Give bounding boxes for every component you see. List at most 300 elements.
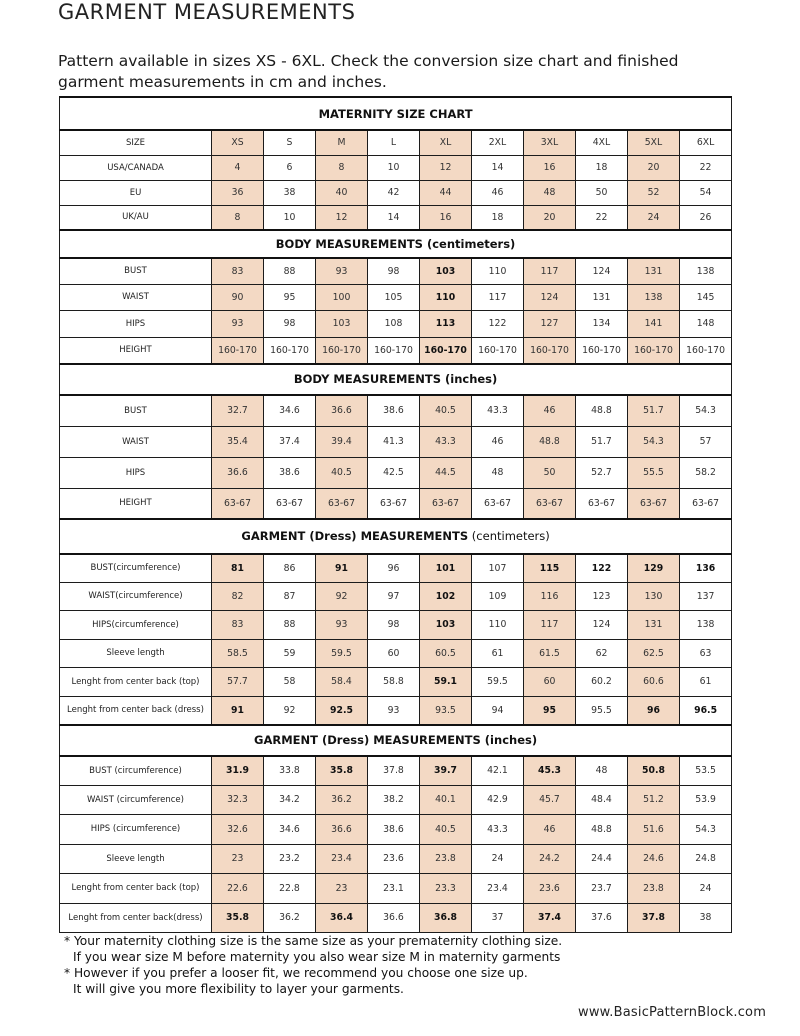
table-cell: 122: [472, 311, 524, 338]
table-cell: 36.6: [212, 457, 264, 488]
row-label: WAIST (circumference): [60, 785, 212, 815]
size-chart-table: [59, 96, 732, 933]
table-cell: 131: [576, 284, 628, 311]
table-cell: 63-67: [680, 488, 732, 519]
table-cell: 35.8: [212, 903, 264, 933]
table-cell: 16: [524, 155, 576, 180]
table-cell: XL: [420, 130, 472, 155]
table-cell: 124: [524, 284, 576, 311]
table-cell: 34.2: [264, 785, 316, 815]
table-cell: 61: [680, 668, 732, 697]
section-title-suffix: (centimeters): [468, 529, 550, 544]
table-cell: 63-67: [472, 488, 524, 519]
table-cell: 6: [264, 155, 316, 180]
section-title-text: GARMENT (Dress) MEASUREMENTS (inches): [254, 733, 538, 747]
table-cell: 42: [368, 180, 420, 205]
footnotes: [64, 933, 764, 997]
table-cell: 36.2: [316, 785, 368, 815]
table-cell: 38.2: [368, 785, 420, 815]
table-cell: 97: [368, 582, 420, 611]
table-cell: 59.5: [316, 639, 368, 668]
row-label: HIPS(circumference): [60, 611, 212, 640]
table-cell: 63-67: [212, 488, 264, 519]
table-cell: 33.8: [264, 756, 316, 786]
row-label: WAIST: [60, 426, 212, 457]
table-cell: 18: [472, 205, 524, 230]
table-cell: 38: [680, 903, 732, 933]
table-cell: 145: [680, 284, 732, 311]
table-cell: 95.5: [576, 696, 628, 725]
row-label: EU: [60, 180, 212, 205]
table-row: [60, 205, 732, 230]
table-row: [60, 180, 732, 205]
row-label: Lenght from center back(dress): [60, 903, 212, 933]
row-label: Sleeve length: [60, 844, 212, 874]
table-row: [60, 155, 732, 180]
table-row: [60, 457, 732, 488]
table-cell: 54: [680, 180, 732, 205]
table-cell: 45.3: [524, 756, 576, 786]
table-cell: 60: [524, 668, 576, 697]
table-cell: 129: [628, 554, 680, 583]
table-cell: 37.4: [524, 903, 576, 933]
table-row: [60, 874, 732, 904]
table-cell: 160-170: [368, 337, 420, 364]
table-cell: 40.5: [316, 457, 368, 488]
table-cell: 93: [316, 611, 368, 640]
table-cell: 91: [316, 554, 368, 583]
table-cell: 86: [264, 554, 316, 583]
table-cell: 37: [472, 903, 524, 933]
row-label: BUST(circumference): [60, 554, 212, 583]
table-cell: 110: [472, 258, 524, 285]
table-cell: 63-67: [264, 488, 316, 519]
table-cell: 32.6: [212, 815, 264, 845]
table-cell: 58.8: [368, 668, 420, 697]
table-cell: 46: [524, 815, 576, 845]
table-cell: 37.4: [264, 426, 316, 457]
table-cell: 36: [212, 180, 264, 205]
table-cell: 160-170: [264, 337, 316, 364]
row-label: HEIGHT: [60, 337, 212, 364]
row-label: HIPS (circumference): [60, 815, 212, 845]
table-cell: 42.5: [368, 457, 420, 488]
table-cell: 51.7: [628, 395, 680, 426]
table-cell: 138: [628, 284, 680, 311]
section-title: [60, 725, 732, 756]
table-cell: 98: [264, 311, 316, 338]
table-cell: 50.8: [628, 756, 680, 786]
table-cell: 51.7: [576, 426, 628, 457]
table-cell: 160-170: [680, 337, 732, 364]
table-cell: 93: [316, 258, 368, 285]
table-cell: 36.6: [316, 395, 368, 426]
table-cell: 58: [264, 668, 316, 697]
table-cell: 57.7: [212, 668, 264, 697]
table-cell: 60.2: [576, 668, 628, 697]
table-cell: 46: [472, 426, 524, 457]
table-cell: 34.6: [264, 815, 316, 845]
table-cell: 61.5: [524, 639, 576, 668]
table-cell: 83: [212, 611, 264, 640]
footnote-line: * Your maternity clothing size is the same size as your prematernity clothing size.: [64, 934, 563, 948]
table-cell: 43.3: [472, 815, 524, 845]
table-cell: 34.6: [264, 395, 316, 426]
table-cell: 93.5: [420, 696, 472, 725]
row-label: WAIST(circumference): [60, 582, 212, 611]
table-cell: 48: [524, 180, 576, 205]
table-cell: 43.3: [420, 426, 472, 457]
table-cell: 109: [472, 582, 524, 611]
row-label: SIZE: [60, 130, 212, 155]
table-cell: 37.8: [368, 756, 420, 786]
table-cell: 63-67: [368, 488, 420, 519]
table-cell: 35.8: [316, 756, 368, 786]
table-cell: 40.5: [420, 395, 472, 426]
table-cell: 59.1: [420, 668, 472, 697]
table-cell: 63-67: [628, 488, 680, 519]
table-cell: 22: [576, 205, 628, 230]
table-cell: 36.6: [368, 903, 420, 933]
section-header-row: [60, 364, 732, 396]
row-label: WAIST: [60, 284, 212, 311]
table-cell: 63-67: [524, 488, 576, 519]
table-cell: 14: [368, 205, 420, 230]
table-cell: 22: [680, 155, 732, 180]
table-cell: 160-170: [472, 337, 524, 364]
table-cell: 110: [472, 611, 524, 640]
row-label: Lenght from center back (dress): [60, 696, 212, 725]
table-row: [60, 696, 732, 725]
table-cell: 23: [316, 874, 368, 904]
table-cell: 81: [212, 554, 264, 583]
table-row: [60, 488, 732, 519]
table-cell: 48: [472, 457, 524, 488]
footnote-line: It will give you more flexibility to layer your garments.: [73, 982, 404, 996]
table-cell: 52: [628, 180, 680, 205]
row-label: BUST (circumference): [60, 756, 212, 786]
table-cell: XS: [212, 130, 264, 155]
table-row: [60, 554, 732, 583]
section-header-row: [60, 519, 732, 554]
table-cell: 24: [472, 844, 524, 874]
table-row: [60, 785, 732, 815]
table-cell: 44: [420, 180, 472, 205]
table-cell: 20: [628, 155, 680, 180]
table-cell: 12: [420, 155, 472, 180]
table-cell: 63: [680, 639, 732, 668]
table-cell: 42.9: [472, 785, 524, 815]
table-row: [60, 258, 732, 285]
table-cell: 124: [576, 611, 628, 640]
table-cell: 23.4: [472, 874, 524, 904]
table-cell: 92: [316, 582, 368, 611]
table-row: [60, 395, 732, 426]
table-cell: 46: [524, 395, 576, 426]
table-row: [60, 130, 732, 155]
table-cell: 38.6: [368, 815, 420, 845]
table-row: [60, 903, 732, 933]
row-label: HIPS: [60, 311, 212, 338]
table-cell: S: [264, 130, 316, 155]
table-cell: 23.3: [420, 874, 472, 904]
table-cell: 23.1: [368, 874, 420, 904]
section-title: [60, 364, 732, 396]
table-cell: 36.8: [420, 903, 472, 933]
table-cell: 12: [316, 205, 368, 230]
table-cell: 115: [524, 554, 576, 583]
table-cell: 43.3: [472, 395, 524, 426]
table-cell: 92.5: [316, 696, 368, 725]
table-cell: 23.6: [368, 844, 420, 874]
table-row: [60, 284, 732, 311]
table-cell: 123: [576, 582, 628, 611]
table-cell: 10: [368, 155, 420, 180]
table-cell: 63-67: [576, 488, 628, 519]
table-cell: 87: [264, 582, 316, 611]
table-cell: 38.6: [368, 395, 420, 426]
section-header-row: [60, 97, 732, 130]
table-cell: 23.6: [524, 874, 576, 904]
table-row: [60, 844, 732, 874]
table-cell: 53.9: [680, 785, 732, 815]
table-cell: 117: [524, 611, 576, 640]
table-cell: 24: [680, 874, 732, 904]
table-cell: 83: [212, 258, 264, 285]
table-cell: 98: [368, 611, 420, 640]
table-cell: 2XL: [472, 130, 524, 155]
table-cell: 46: [472, 180, 524, 205]
table-cell: 48.4: [576, 785, 628, 815]
table-row: [60, 815, 732, 845]
table-row: [60, 582, 732, 611]
table-cell: M: [316, 130, 368, 155]
page-title: GARMENT MEASUREMENTS: [58, 0, 356, 24]
table-cell: 94: [472, 696, 524, 725]
table-cell: 51.6: [628, 815, 680, 845]
table-cell: 88: [264, 258, 316, 285]
table-cell: 44.5: [420, 457, 472, 488]
table-cell: 37.6: [576, 903, 628, 933]
section-header-row: [60, 230, 732, 258]
table-cell: 96.5: [680, 696, 732, 725]
table-cell: 117: [472, 284, 524, 311]
table-cell: 103: [420, 258, 472, 285]
table-cell: 82: [212, 582, 264, 611]
row-label: UK/AU: [60, 205, 212, 230]
section-title-text: MATERNITY SIZE CHART: [318, 106, 473, 121]
table-cell: 24.6: [628, 844, 680, 874]
table-cell: 60: [368, 639, 420, 668]
table-cell: 23.8: [628, 874, 680, 904]
section-title: [60, 97, 732, 130]
table-cell: 38.6: [264, 457, 316, 488]
table-cell: 116: [524, 582, 576, 611]
table-cell: 24.8: [680, 844, 732, 874]
table-cell: 105: [368, 284, 420, 311]
row-label: USA/CANADA: [60, 155, 212, 180]
table-cell: 24.2: [524, 844, 576, 874]
table-cell: 98: [368, 258, 420, 285]
table-cell: 100: [316, 284, 368, 311]
table-cell: 45.7: [524, 785, 576, 815]
table-cell: 40.1: [420, 785, 472, 815]
section-title-text: BODY MEASUREMENTS (centimeters): [275, 236, 516, 251]
table-cell: 113: [420, 311, 472, 338]
row-label: BUST: [60, 258, 212, 285]
section-title-text: BODY MEASUREMENTS (inches): [293, 372, 498, 387]
table-cell: 48: [576, 756, 628, 786]
table-cell: 20: [524, 205, 576, 230]
table-cell: 48.8: [576, 815, 628, 845]
table-row: [60, 337, 732, 364]
table-cell: 40.5: [420, 815, 472, 845]
table-cell: 102: [420, 582, 472, 611]
table-cell: 50: [524, 457, 576, 488]
table-cell: 4XL: [576, 130, 628, 155]
website-link[interactable]: www.BasicPatternBlock.com: [578, 1005, 767, 1020]
table-cell: 103: [420, 611, 472, 640]
table-cell: 136: [680, 554, 732, 583]
table-cell: 124: [576, 258, 628, 285]
table-cell: 96: [628, 696, 680, 725]
table-cell: 160-170: [316, 337, 368, 364]
table-cell: 58.4: [316, 668, 368, 697]
table-cell: 160-170: [420, 337, 472, 364]
table-cell: 55.5: [628, 457, 680, 488]
table-cell: 36.2: [264, 903, 316, 933]
table-cell: 59: [264, 639, 316, 668]
table-cell: 130: [628, 582, 680, 611]
table-row: [60, 311, 732, 338]
table-cell: 101: [420, 554, 472, 583]
section-title: [60, 230, 732, 258]
table-cell: 127: [524, 311, 576, 338]
table-cell: 36.6: [316, 815, 368, 845]
table-cell: 59.5: [472, 668, 524, 697]
table-cell: 26: [680, 205, 732, 230]
table-cell: 10: [264, 205, 316, 230]
table-cell: 48.8: [576, 395, 628, 426]
table-cell: 88: [264, 611, 316, 640]
table-cell: 23.8: [420, 844, 472, 874]
table-row: [60, 611, 732, 640]
table-cell: 38: [264, 180, 316, 205]
section-title-text: GARMENT (Dress) MEASUREMENTS: [241, 529, 469, 544]
table-cell: 95: [524, 696, 576, 725]
table-cell: 57: [680, 426, 732, 457]
table-cell: 138: [680, 258, 732, 285]
table-cell: 138: [680, 611, 732, 640]
table-cell: 48.8: [524, 426, 576, 457]
row-label: HEIGHT: [60, 488, 212, 519]
table-cell: 63-67: [316, 488, 368, 519]
table-cell: 54.3: [680, 815, 732, 845]
table-cell: 137: [680, 582, 732, 611]
intro-text: Pattern available in sizes XS - 6XL. Check the conversion size chart and finished garment measurements in cm and inches.: [58, 52, 679, 91]
table-cell: 58.5: [212, 639, 264, 668]
table-cell: 52.7: [576, 457, 628, 488]
table-cell: 16: [420, 205, 472, 230]
table-cell: 22.6: [212, 874, 264, 904]
table-cell: 103: [316, 311, 368, 338]
table-cell: 58.2: [680, 457, 732, 488]
table-cell: 23: [212, 844, 264, 874]
table-cell: 63-67: [420, 488, 472, 519]
row-label: BUST: [60, 395, 212, 426]
table-cell: 41.3: [368, 426, 420, 457]
table-cell: 14: [472, 155, 524, 180]
table-cell: 51.2: [628, 785, 680, 815]
table-cell: 91: [212, 696, 264, 725]
table-cell: 24.4: [576, 844, 628, 874]
table-cell: 32.3: [212, 785, 264, 815]
table-cell: 8: [316, 155, 368, 180]
table-cell: 134: [576, 311, 628, 338]
table-cell: 95: [264, 284, 316, 311]
section-title: [60, 519, 732, 554]
table-cell: 35.4: [212, 426, 264, 457]
table-cell: 62: [576, 639, 628, 668]
table-cell: 3XL: [524, 130, 576, 155]
table-cell: 53.5: [680, 756, 732, 786]
table-cell: 131: [628, 258, 680, 285]
table-cell: 50: [576, 180, 628, 205]
row-label: HIPS: [60, 457, 212, 488]
table-cell: 23.4: [316, 844, 368, 874]
table-cell: 160-170: [212, 337, 264, 364]
table-row: [60, 756, 732, 786]
table-cell: 23.7: [576, 874, 628, 904]
table-row: [60, 668, 732, 697]
table-cell: 39.7: [420, 756, 472, 786]
table-cell: 22.8: [264, 874, 316, 904]
table-cell: 6XL: [680, 130, 732, 155]
table-cell: 160-170: [524, 337, 576, 364]
table-cell: L: [368, 130, 420, 155]
section-header-row: [60, 725, 732, 756]
table-cell: 110: [420, 284, 472, 311]
table-cell: 42.1: [472, 756, 524, 786]
table-cell: 160-170: [628, 337, 680, 364]
table-cell: 96: [368, 554, 420, 583]
row-label: Lenght from center back (top): [60, 668, 212, 697]
table-cell: 8: [212, 205, 264, 230]
table-cell: 4: [212, 155, 264, 180]
table-cell: 24: [628, 205, 680, 230]
table-cell: 60.5: [420, 639, 472, 668]
row-label: Lenght from center back (top): [60, 874, 212, 904]
footnote-line: If you wear size M before maternity you also wear size M in maternity garments: [73, 950, 561, 964]
footnote-line: * However if you prefer a looser fit, we recommend you choose one size up.: [64, 966, 528, 980]
table-cell: 90: [212, 284, 264, 311]
table-cell: 40: [316, 180, 368, 205]
table-cell: 160-170: [576, 337, 628, 364]
table-cell: 37.8: [628, 903, 680, 933]
table-cell: 54.3: [680, 395, 732, 426]
table-cell: 23.2: [264, 844, 316, 874]
table-cell: 93: [212, 311, 264, 338]
table-cell: 122: [576, 554, 628, 583]
table-cell: 62.5: [628, 639, 680, 668]
table-cell: 31.9: [212, 756, 264, 786]
table-cell: 117: [524, 258, 576, 285]
table-cell: 61: [472, 639, 524, 668]
table-cell: 5XL: [628, 130, 680, 155]
table-cell: 39.4: [316, 426, 368, 457]
table-cell: 32.7: [212, 395, 264, 426]
table-cell: 148: [680, 311, 732, 338]
